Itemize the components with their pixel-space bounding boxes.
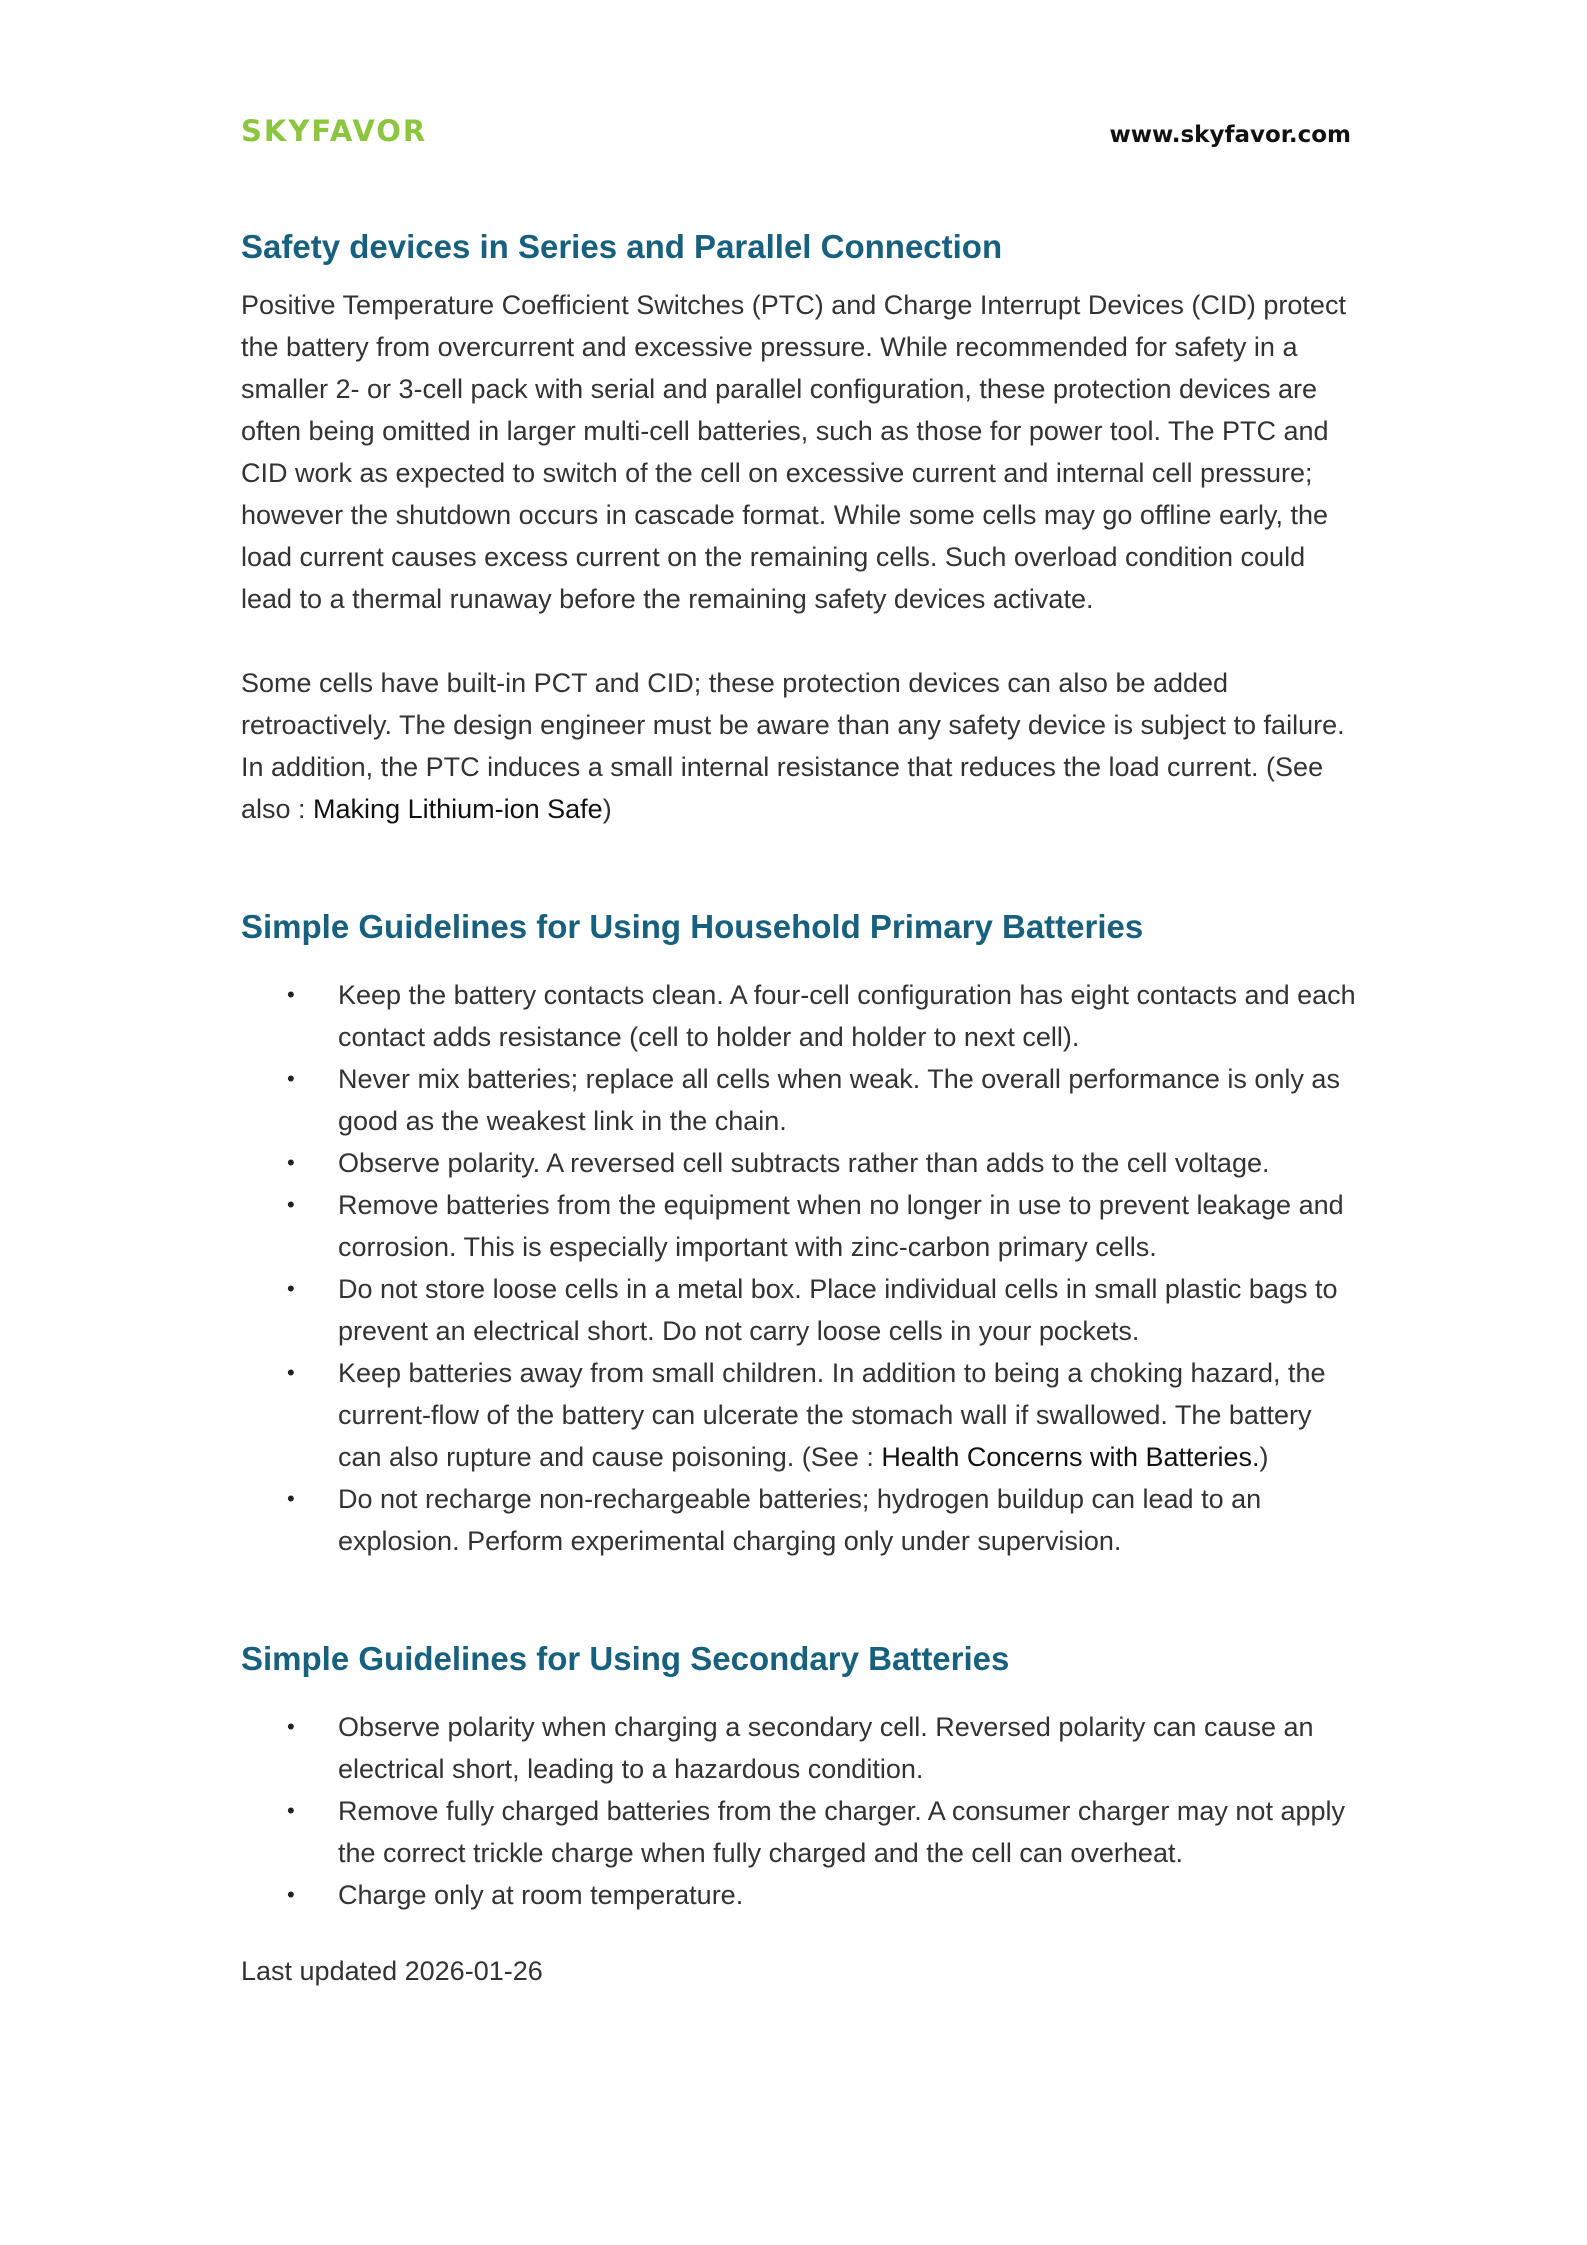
list-item-text: Remove fully charged batteries from the charger. A consumer charger may not apply the correct trickle charge when fully charged and the cell can overheat. — [338, 1796, 1346, 1868]
list-item — [287, 1790, 1361, 1874]
list-item — [287, 1352, 1361, 1478]
document-body — [241, 228, 1361, 1992]
section-title-household-primary: Simple Guidelines for Using Household Primary Batteries — [241, 908, 1144, 945]
bullet-icon: • — [287, 1798, 295, 1823]
list-item-text: Charge only at room temperature. — [338, 1880, 744, 1910]
bullet-icon: • — [287, 982, 295, 1007]
paragraph-text-end: ) — [602, 794, 612, 824]
list-item — [287, 1706, 1361, 1790]
household-guidelines-list — [241, 974, 1361, 1562]
list-item — [287, 1478, 1361, 1562]
list-item-text: Never mix batteries; replace all cells when weak. The overall performance is only as good as the weakest link in the chain. — [338, 1064, 1340, 1136]
bullet-icon: • — [287, 1360, 295, 1385]
link-health-concerns-with-batteries[interactable]: Health Concerns with Batteries. — [881, 1442, 1260, 1472]
secondary-guidelines-list — [241, 1706, 1361, 1916]
section-title-secondary-batteries: Simple Guidelines for Using Secondary Batteries — [241, 1640, 1010, 1677]
bullet-icon: • — [287, 1486, 295, 1511]
list-item — [287, 1142, 1361, 1184]
list-item — [287, 974, 1361, 1058]
list-item — [287, 1268, 1361, 1352]
list-item-text: Observe polarity when charging a secondary cell. Reversed polarity can cause an electrical short, leading to a hazardous condition. — [338, 1712, 1314, 1784]
list-item-text-end: ) — [1259, 1442, 1269, 1472]
paragraph-text: Some cells have built-in PCT and CID; these protection devices can also be added retroactively. The design engineer must be aware than any safety device is subject to failure. In addition, the PTC induces a small internal resistance that reduces the load current. (See also : — [241, 668, 1345, 824]
bullet-icon: • — [287, 1150, 295, 1175]
list-item-text: Remove batteries from the equipment when no longer in use to prevent leakage and corrosion. This is especially important with zinc-carbon primary cells. — [338, 1190, 1344, 1262]
list-item-text: Keep batteries away from small children. In addition to being a choking hazard, the current-flow of the battery can ulcerate the stomach wall if swallowed. The battery can also rupture and cause poisoning. (See : — [338, 1358, 1326, 1472]
brand-logo: SKYFAVOR — [241, 114, 428, 148]
link-making-lithium-ion-safe[interactable]: Making Lithium-ion Safe — [313, 794, 603, 824]
list-item-text: Do not store loose cells in a metal box. Place individual cells in small plastic bags to prevent an electrical short. Do not carry loose cells in your pockets. — [338, 1274, 1338, 1346]
list-item-text: Observe polarity. A reversed cell subtracts rather than adds to the cell voltage. — [338, 1148, 1270, 1178]
bullet-icon: • — [287, 1066, 295, 1091]
bullet-icon: • — [287, 1714, 295, 1739]
bullet-icon: • — [287, 1192, 295, 1217]
list-item — [287, 1874, 1361, 1916]
list-item — [287, 1058, 1361, 1142]
list-item — [287, 1184, 1361, 1268]
list-item-text: Keep the battery contacts clean. A four-cell configuration has eight contacts and each contact adds resistance (cell to holder and holder to next cell). — [338, 980, 1356, 1052]
section-title-safety-devices: Safety devices in Series and Parallel Connection — [241, 228, 1003, 265]
list-item-text: Do not recharge non-rechargeable batteries; hydrogen buildup can lead to an explosion. Perform experimental charging only under supervision. — [338, 1484, 1262, 1556]
site-url: www.skyfavor.com — [1109, 122, 1351, 148]
paragraph-built-in-protection — [241, 662, 1361, 830]
last-updated: Last updated 2026-01-26 — [241, 1956, 543, 1986]
paragraph-safety-devices: Positive Temperature Coefficient Switches (PTC) and Charge Interrupt Devices (CID) protect the battery from overcurrent and excessive pressure. While recommended for safety in a smaller 2- or 3-cell pack with serial and parallel configuration, these protection devices are often being omitted in larger multi-cell batteries, such as those for power tool. The PTC and CID work as expected to switch of the cell on excessive current and internal cell pressure; however the shutdown occurs in cascade format. While some cells may go offline early, the load current causes excess current on the remaining cells. Such overload condition could lead to a thermal runaway before the remaining safety devices activate. — [241, 290, 1346, 614]
bullet-icon: • — [287, 1276, 295, 1301]
bullet-icon: • — [287, 1882, 295, 1907]
